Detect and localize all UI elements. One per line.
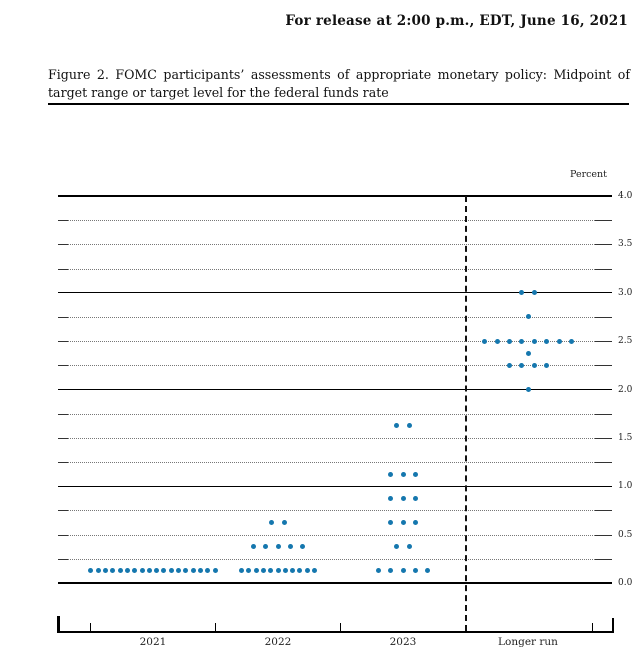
projection-dot <box>532 339 537 344</box>
projection-dot <box>507 363 512 368</box>
gridline-left-cap <box>58 535 68 536</box>
gridline-right-cap <box>595 365 612 366</box>
projection-dot <box>495 339 500 344</box>
projection-dot <box>297 568 302 573</box>
projection-dot <box>425 568 430 573</box>
gridline-right-cap <box>595 341 612 342</box>
projection-dot <box>254 568 259 573</box>
y-axis-tick-label: 0.5 <box>618 529 633 540</box>
projection-dot <box>103 568 108 573</box>
x-axis-tick <box>592 623 593 631</box>
projection-dot <box>401 472 406 477</box>
gridline-left-cap <box>58 220 68 221</box>
y-axis-tick-label: 4.0 <box>618 191 633 201</box>
projection-dot <box>557 339 562 344</box>
gridline-left-cap <box>58 365 68 366</box>
x-axis-line <box>57 631 614 633</box>
y-axis-unit-label: Percent <box>569 169 607 180</box>
projection-dot <box>198 568 203 573</box>
gridline-solid <box>58 582 612 584</box>
projection-dot <box>407 544 412 549</box>
y-axis-tick-label: 3.0 <box>618 287 633 298</box>
projection-dot <box>263 544 268 549</box>
x-axis-tick <box>340 623 341 631</box>
projection-dot <box>110 568 115 573</box>
projection-dot <box>376 568 381 573</box>
gridline-dotted <box>68 317 595 318</box>
projection-dot <box>261 568 266 573</box>
projection-dot <box>213 568 218 573</box>
y-axis-tick-label: 2.5 <box>618 336 633 347</box>
gridline-right-cap <box>595 244 612 245</box>
gridline-left-cap <box>58 244 68 245</box>
gridline-right-cap <box>595 414 612 415</box>
projection-dot <box>276 568 281 573</box>
projection-dot <box>246 568 251 573</box>
gridline-right-cap <box>595 220 612 221</box>
projection-dot <box>305 568 310 573</box>
gridline-left-cap <box>58 341 68 342</box>
x-axis-end-tick <box>57 616 60 631</box>
projection-dot <box>482 339 487 344</box>
y-axis-tick-label: 3.5 <box>618 239 633 250</box>
gridline-dotted <box>68 535 595 536</box>
projection-dot <box>413 472 418 477</box>
gridline-left-cap <box>58 510 68 511</box>
x-axis-category-label: 2021 <box>139 636 167 648</box>
longer-run-divider <box>465 196 467 631</box>
projection-dot <box>205 568 210 573</box>
projection-dot <box>282 520 287 525</box>
projection-dot <box>519 363 524 368</box>
projection-dot <box>88 568 93 573</box>
gridline-right-cap <box>595 317 612 318</box>
projection-dot <box>290 568 295 573</box>
projection-dot <box>413 496 418 501</box>
projection-dot <box>532 290 537 295</box>
x-axis-tick <box>90 623 91 631</box>
y-axis-tick-label: 1.5 <box>618 432 633 443</box>
projection-dot <box>312 568 317 573</box>
x-axis-tick <box>215 623 216 631</box>
projection-dot <box>269 520 274 525</box>
projection-dot <box>388 520 393 525</box>
projection-dot <box>251 544 256 549</box>
figure-title: Figure 2. FOMC participants’ assessments of appropriate monetary policy: Midpoint of target range or target level for the federal funds rate <box>48 67 630 100</box>
y-axis-tick-label: 0.0 <box>618 578 633 588</box>
projection-dot <box>161 568 166 573</box>
gridline-right-cap <box>595 269 612 270</box>
gridline-dotted <box>68 341 595 342</box>
gridline-dotted <box>68 510 595 511</box>
projection-dot <box>388 472 393 477</box>
gridline-left-cap <box>58 462 68 463</box>
gridline-dotted <box>68 365 595 366</box>
projection-dot <box>288 544 293 549</box>
x-axis-category-label: Longer run <box>498 636 558 648</box>
projection-dot <box>532 363 537 368</box>
projection-dot <box>283 568 288 573</box>
projection-dot <box>140 568 145 573</box>
gridline-right-cap <box>595 559 612 560</box>
projection-dot <box>569 339 574 344</box>
projection-dot <box>300 544 305 549</box>
gridline-left-cap <box>58 269 68 270</box>
gridline-dotted <box>68 438 595 439</box>
projection-dot <box>125 568 130 573</box>
projection-dot <box>169 568 174 573</box>
gridline-dotted <box>68 462 595 463</box>
projection-dot <box>154 568 159 573</box>
projection-dot <box>191 568 196 573</box>
gridline-left-cap <box>58 317 68 318</box>
gridline-right-cap <box>595 462 612 463</box>
projection-dot <box>401 496 406 501</box>
projection-dot <box>507 339 512 344</box>
projection-dot <box>413 568 418 573</box>
projection-dot <box>118 568 123 573</box>
gridline-right-cap <box>595 510 612 511</box>
projection-dot <box>401 568 406 573</box>
projection-dot <box>526 314 531 319</box>
gridline-dotted <box>68 559 595 560</box>
projection-dot <box>239 568 244 573</box>
projection-dot <box>401 520 406 525</box>
projection-dot <box>388 568 393 573</box>
gridline-solid <box>58 292 612 293</box>
x-axis-end-tick <box>612 618 614 631</box>
y-axis-tick-label: 2.0 <box>618 384 633 395</box>
projection-dot <box>519 290 524 295</box>
y-axis-tick-label: 1.0 <box>618 481 633 492</box>
projection-dot <box>276 544 281 549</box>
gridline-left-cap <box>58 438 68 439</box>
x-axis-category-label: 2022 <box>264 636 292 648</box>
gridline-dotted <box>68 414 595 415</box>
projection-dot <box>544 363 549 368</box>
projection-dot <box>176 568 181 573</box>
gridline-dotted <box>68 244 595 245</box>
projection-dot <box>519 339 524 344</box>
gridline-dotted <box>68 220 595 221</box>
projection-dot <box>526 351 531 356</box>
projection-dot <box>132 568 137 573</box>
projection-dot <box>394 544 399 549</box>
x-axis-category-label: 2023 <box>389 636 417 648</box>
projection-dot <box>268 568 273 573</box>
gridline-left-cap <box>58 559 68 560</box>
projection-dot <box>407 423 412 428</box>
projection-dot <box>526 387 531 392</box>
projection-dot <box>96 568 101 573</box>
projection-dot <box>413 520 418 525</box>
projection-dot <box>394 423 399 428</box>
gridline-left-cap <box>58 414 68 415</box>
gridline-dotted <box>68 269 595 270</box>
projection-dot <box>544 339 549 344</box>
release-header: For release at 2:00 p.m., EDT, June 16, 2021 <box>285 13 628 29</box>
projection-dot <box>147 568 152 573</box>
gridline-right-cap <box>595 535 612 536</box>
projection-dot <box>388 496 393 501</box>
gridline-solid <box>58 195 612 197</box>
gridline-right-cap <box>595 438 612 439</box>
gridline-solid <box>58 486 612 487</box>
projection-dot <box>183 568 188 573</box>
